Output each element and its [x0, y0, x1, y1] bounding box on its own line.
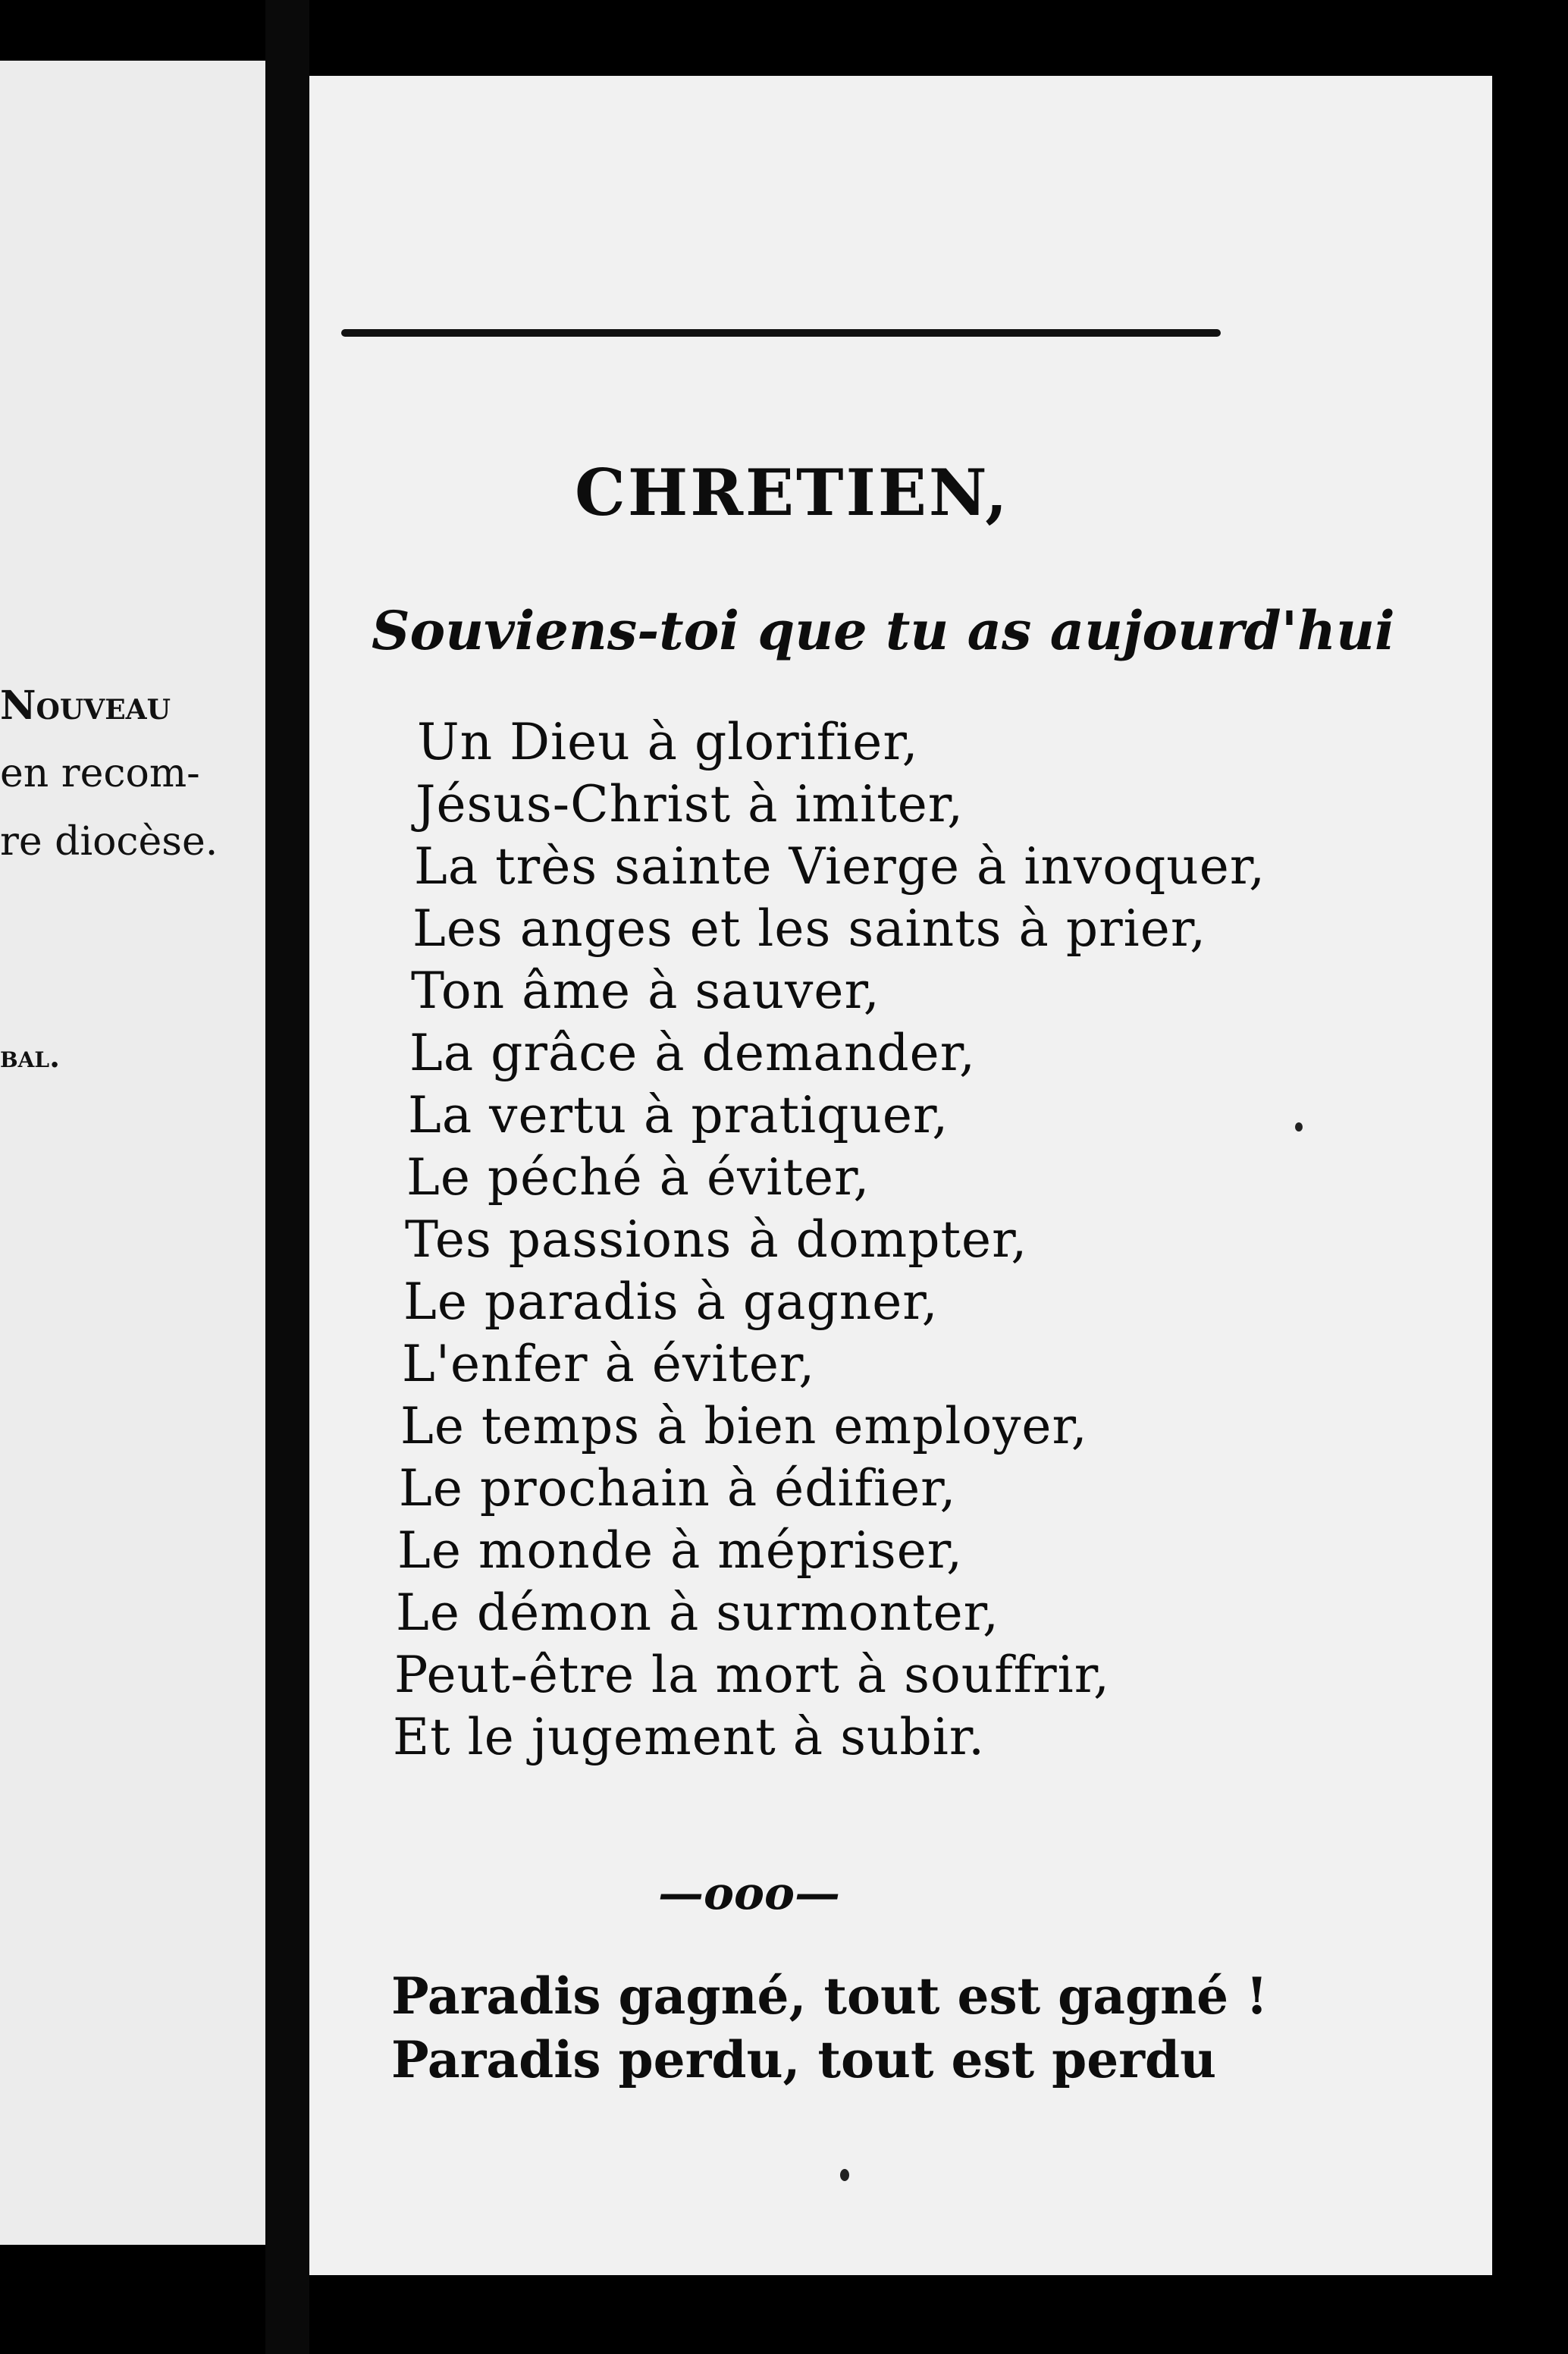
left-page-text: bal. — [0, 1039, 61, 1075]
ink-speck — [1295, 1122, 1303, 1131]
closing-lines — [391, 1964, 1268, 2092]
closing-line: Paradis gagné, tout est gagné ! — [391, 1966, 1269, 2026]
poem-line: Le paradis à gagner, — [403, 1273, 939, 1331]
poem-line: Jésus-Christ à imiter, — [416, 775, 964, 833]
poem-line: Les anges et les saints à prier, — [412, 899, 1207, 958]
page-title: CHRETIEN, — [575, 455, 1010, 530]
poem-line: Le monde à mépriser, — [397, 1521, 964, 1580]
poem-line: Et le jugement à subir. — [393, 1708, 986, 1766]
top-rule — [341, 329, 1221, 337]
poem-line: La très sainte Vierge à invoquer, — [414, 837, 1266, 896]
main-page — [309, 76, 1492, 2275]
poem-line: Le temps à bien employer, — [400, 1397, 1088, 1455]
closing-line: Paradis perdu, tout est perdu — [391, 2030, 1217, 2089]
poem-line: Le péché à éviter, — [406, 1148, 870, 1207]
left-page-fragment — [0, 61, 265, 2245]
poem-line: Tes passions à dompter, — [405, 1210, 1028, 1269]
left-page-text: Nouveau — [0, 683, 171, 729]
poem-line: La vertu à pratiquer, — [408, 1086, 949, 1144]
poem-line: Le prochain à édifier, — [399, 1459, 957, 1518]
poem-line: La grâce à demander, — [409, 1024, 976, 1082]
poem-line: L'enfer à éviter, — [402, 1335, 816, 1393]
scan-border — [1492, 0, 1568, 2354]
left-page-text: re diocèse. — [0, 819, 218, 865]
ornament-separator: —ooo— — [658, 1867, 841, 1920]
subtitle: Souviens-toi que tu as aujourd'hui — [372, 599, 1395, 662]
poem-lines — [393, 711, 1266, 1769]
page-gutter — [265, 0, 309, 2354]
poem-line: Ton âme à sauver, — [411, 962, 880, 1020]
poem-line: Peut-être la mort à souffrir, — [394, 1646, 1111, 1704]
poem-line: Un Dieu à glorifier, — [417, 713, 919, 771]
poem-line: Le démon à surmonter, — [396, 1583, 999, 1642]
left-page-text: en recom- — [0, 751, 200, 796]
ink-speck — [840, 2169, 849, 2181]
